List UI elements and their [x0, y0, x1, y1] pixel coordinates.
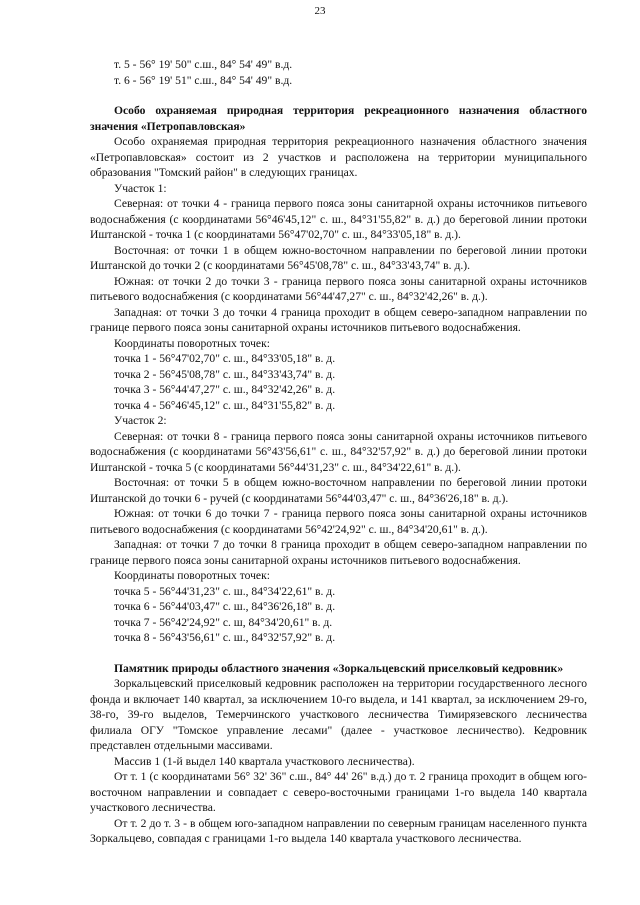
plot-2-point-5: точка 5 - 56°44'31,23" с. ш., 84°34'22,61" в. д.	[114, 584, 336, 598]
plot-2-point-6: точка 6 - 56°44'03,47" с. ш., 84°36'26,18" в. д.	[114, 600, 336, 613]
plot-2-north-boundary: Северная: от точки 8 - граница первого пояса зоны санитарной охраны источников питьевого водоснабжения (с координатами 56°43'56,61" с. ш., 84°32'57,92" в. д.) до береговой линии протоки Иштанской - точка 5 (с координатами 56°44'31,23" с. ш., 84°34'22,61" в. д.).	[90, 429, 587, 474]
section-intro-paragraph: Особо охраняемая природная территория рекреационного назначения областного значения «Петропавловская» состоит из 2 участков и расположена на территории муниципального образования "Томский район" в следующих границах.	[90, 135, 587, 179]
section-heading-petropavlovskaya: Особо охраняемая природная территория рекреационного назначения областного значения «Петропавловская»	[90, 104, 587, 133]
plot-1-point-2: точка 2 - 56°45'08,78" с. ш., 84°33'43,74" в. д.	[114, 367, 336, 381]
section-heading-zorkaltsevsky: Памятник природы областного значения «Зоркальцевский приселковый кедровник»	[114, 661, 564, 675]
plot-2-south-boundary: Южная: от точки 6 до точки 7 - граница первого пояса зоны санитарной охраны источников питьевого водоснабжения (с координатами 56°42'24,92" с. ш., 84°34'20,61" в. д.).	[90, 507, 587, 536]
plot-1-coords-label: Координаты поворотных точек:	[114, 336, 270, 350]
plot-2-east-boundary: Восточная: от точки 5 в общем южно-восточном направлении по береговой линии протоки Иштанской до точки 6 - ручей (с координатами 56°44'03,47" с. ш., 84°36'26,18" в. д.).	[90, 476, 587, 505]
intro-point-5: т. 5 - 56° 19' 50" с.ш., 84° 54' 49" в.д.	[114, 58, 293, 71]
massif-1-label: Массив 1 (1-й выдел 140 квартала участкового лесничества).	[114, 754, 415, 768]
plot-1-east-boundary: Восточная: от точки 1 в общем южно-восточном направлении по береговой линии протоки Иштанской до точки 2 (с координатами 56°45'08,78" с. ш., 84°33'43,74" в. д.).	[90, 243, 587, 272]
plot-1-title: Участок 1:	[114, 181, 167, 195]
intro-point-6: т. 6 - 56° 19' 51" с.ш., 84° 54' 49" в.д.	[114, 73, 293, 87]
plot-1-south-boundary: Южная: от точки 2 до точки 3 - граница первого пояса зоны санитарной охраны источников питьевого водоснабжения (с координатами 56°44'47,27" с. ш., 84°32'42,26" в. д.).	[90, 274, 587, 303]
plot-2-west-boundary: Западная: от точки 7 до точки 8 граница проходит в общем северо-западном направлении по границе первого пояса зоны санитарной охраны источников питьевого водоснабжения.	[90, 538, 587, 567]
page-number: 23	[314, 5, 326, 17]
plot-2-coords-label: Координаты поворотных точек:	[114, 569, 270, 582]
plot-1-point-4: точка 4 - 56°46'45,12" с. ш., 84°31'55,82" в. д.	[114, 398, 336, 412]
plot-2-title: Участок 2:	[114, 414, 167, 427]
plot-2-point-8: точка 8 - 56°43'56,61" с. ш., 84°32'57,92" в. д.	[114, 631, 336, 644]
plot-1-north-boundary: Северная: от точки 4 - граница первого пояса зоны санитарной охраны источников питьевого водоснабжения (с координатами 56°46'45,12" с. ш., 84°31'55,82" в. д.) до береговой линии протоки Иштанской - точка 1 (с координатами 56°47'02,70" с. ш., 84°33'05,18" в. д.).	[90, 197, 587, 241]
plot-2-point-7: точка 7 - 56°42'24,92" с. ш, 84°34'20,61" в. д.	[114, 615, 333, 629]
boundary-t1-t2: От т. 1 (с координатами 56° 32' 36" с.ш., 84° 44' 26" в.д.) до т. 2 граница проходит в общем юго-восточном направлении и совпадает с северо-восточными границами 1-го выдела 140 квартала участкового лесничества.	[90, 770, 587, 814]
plot-1-west-boundary: Западная: от точки 3 до точки 4 граница проходит в общем северо-западном направлении по границе первого пояса зоны санитарной охраны источников питьевого водоснабжения.	[90, 305, 587, 334]
boundary-t2-t3: От т. 2 до т. 3 - в общем юго-западном направлении по северным границам населенного пункта Зоркальцево, совпадая с границами 1-го выдела 140 квартала участкового лесничества.	[90, 816, 587, 845]
zorkaltsevsky-description: Зоркальцевский приселковый кедровник расположен на территории государственного лесного фонда и включает 140 квартал, за исключением 10-го выдела, и 141 квартал, за исключением 29-го, 38-го, 39-го выделов, Темерчинского участкового лесничества Тимирязевского лесничества филиала ОГУ "Томское управление лесами" (далее - участковое лесничество). Кедровник представлен отдельными массивами.	[90, 677, 587, 752]
plot-1-point-1: точка 1 - 56°47'02,70" с. ш., 84°33'05,18" в. д.	[114, 352, 336, 365]
plot-1-point-3: точка 3 - 56°44'47,27" с. ш., 84°32'42,26" в. д.	[114, 383, 336, 396]
document-body	[90, 57, 587, 847]
